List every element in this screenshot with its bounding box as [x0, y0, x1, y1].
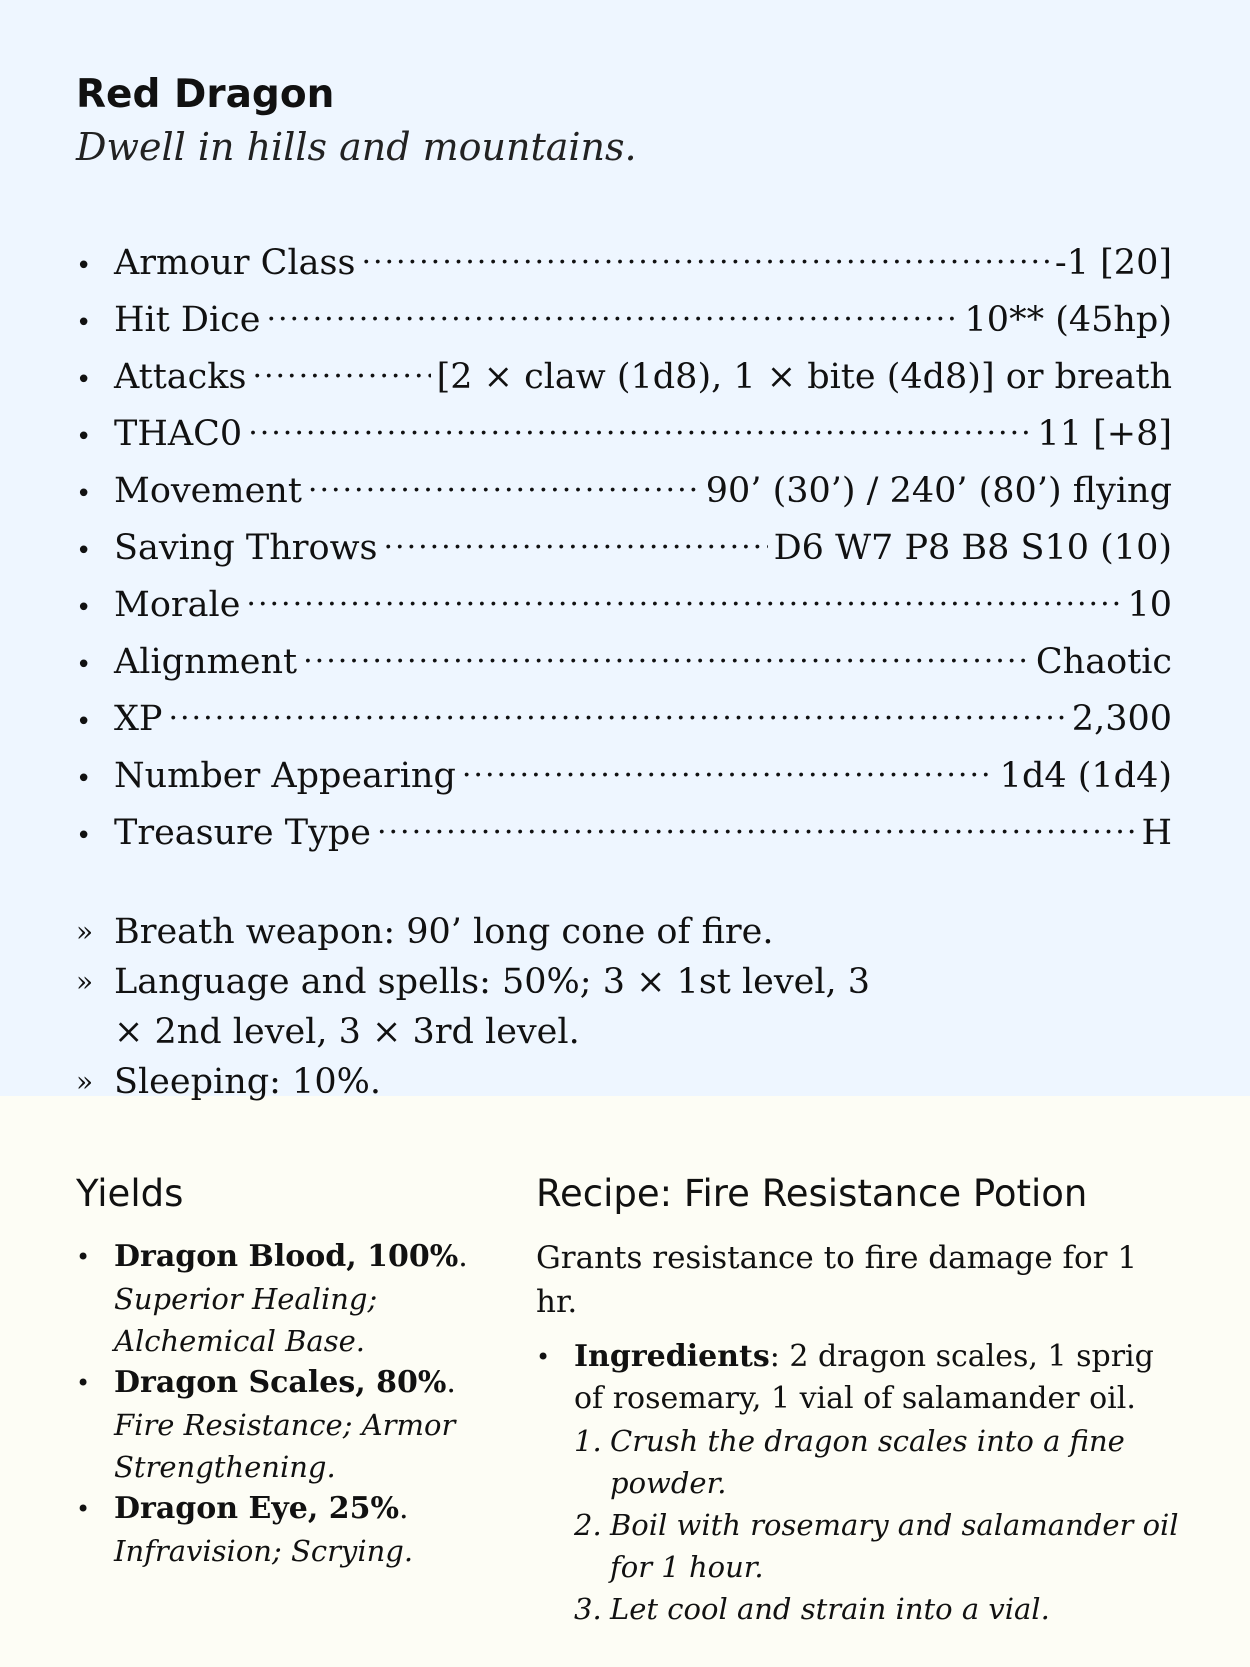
step-text: Let cool and strain into a vial. — [610, 1592, 1050, 1626]
recipe-column — [536, 1166, 1180, 1630]
monster-name: Red Dragon — [76, 72, 335, 117]
abilities-list — [76, 907, 1172, 1107]
harvest-section — [0, 1096, 1250, 1630]
yield-name: Dragon Scales, 80% — [114, 1365, 447, 1400]
stat-value: -1 [20] — [1054, 243, 1172, 283]
bullet-icon: • — [76, 479, 92, 509]
ingredients-text: 2 dragon scales, 1 sprig of rosemary, 1 vial of salamander oil. — [574, 1339, 1154, 1416]
yield-item: • Dragon Eye, 25%. Infravision; Scrying. — [76, 1488, 536, 1572]
bullet-icon: • — [76, 1369, 91, 1397]
yield-item: • Dragon Scales, 80%. Fire Resistance; Armor Strengthening. — [76, 1362, 536, 1488]
ability-text: Language and spells: 50%; 3 × 1st level, 3 × 2nd level, 3 × 3rd level. — [114, 962, 871, 1052]
yields-heading: Yields — [76, 1172, 184, 1215]
bullet-icon: • — [76, 308, 92, 338]
stats-list — [76, 234, 1172, 861]
step-text: Crush the dragon scales into a fine powder. — [610, 1424, 1125, 1500]
stat-label: Number Appearing — [114, 756, 456, 796]
stat-row — [76, 633, 1172, 690]
yield-uses: Superior Healing; Alchemical Base. — [114, 1282, 378, 1358]
stat-row — [76, 519, 1172, 576]
bullet-icon: • — [76, 1243, 91, 1271]
bullet-icon: • — [76, 650, 92, 680]
yield-uses: Fire Resistance; Armor Strengthening. — [114, 1408, 456, 1484]
recipe-heading: Recipe: Fire Resistance Potion — [536, 1172, 1088, 1215]
stat-row — [76, 690, 1172, 747]
ability-text: Sleeping: 10%. — [114, 1062, 381, 1102]
stat-label: Morale — [114, 585, 241, 625]
stat-row — [76, 747, 1172, 804]
guillemet-icon: » — [76, 1065, 94, 1098]
yield-item: • Dragon Blood, 100%. Superior Healing; Alchemical Base. — [76, 1236, 536, 1362]
monster-description: Dwell in hills and mountains. — [76, 125, 637, 169]
stat-row — [76, 576, 1172, 633]
bullet-icon: • — [536, 1343, 551, 1371]
stat-label: XP — [114, 699, 163, 739]
stat-row — [76, 804, 1172, 861]
recipe-step: 2. Boil with rosemary and salamander oil for 1 hour. — [574, 1504, 1180, 1588]
stat-row — [76, 291, 1172, 348]
ability-item — [76, 907, 1172, 957]
step-text: Boil with rosemary and salamander oil for 1 hour. — [610, 1508, 1179, 1584]
guillemet-icon: » — [76, 965, 94, 998]
stat-row — [76, 348, 1172, 405]
stat-label: Hit Dice — [114, 300, 261, 340]
stat-value: Chaotic — [1035, 642, 1172, 682]
recipe-steps — [574, 1420, 1180, 1630]
yields-list — [76, 1236, 536, 1572]
stat-label: THAC0 — [114, 414, 243, 454]
ability-item — [76, 1057, 1172, 1107]
ingredients-item: • Ingredients: 2 dragon scales, 1 sprig of rosemary, 1 vial of salamander oil. — [536, 1336, 1180, 1420]
stat-value: 11 [+8] — [1037, 414, 1172, 454]
stat-label: Movement — [114, 471, 302, 511]
bullet-icon: • — [76, 707, 92, 737]
ingredients-label: Ingredients — [574, 1339, 770, 1374]
stat-label: Alignment — [114, 642, 298, 682]
bullet-icon: • — [76, 593, 92, 623]
bullet-icon: • — [76, 251, 92, 281]
yield-name: Dragon Eye, 25% — [114, 1491, 400, 1526]
yield-name: Dragon Blood, 100% — [114, 1239, 459, 1274]
stat-row — [76, 462, 1172, 519]
bullet-icon: • — [76, 422, 92, 452]
yield-uses: Infravision; Scrying. — [114, 1534, 414, 1568]
stat-value: 10** (45hp) — [964, 300, 1172, 340]
guillemet-icon: » — [76, 915, 94, 948]
stat-label: Attacks — [114, 357, 247, 397]
stat-row — [76, 234, 1172, 291]
stat-value: 2,300 — [1071, 699, 1172, 739]
bullet-icon: • — [76, 536, 92, 566]
stat-value: 90’ (30’) / 240’ (80’) flying — [705, 471, 1172, 511]
stat-value: 1d4 (1d4) — [999, 756, 1172, 796]
stat-value: [2 × claw (1d8), 1 × bite (4d8)] or breath — [436, 357, 1172, 397]
yields-column — [76, 1166, 536, 1630]
bullet-icon: • — [76, 365, 92, 395]
stat-value: D6 W7 P8 B8 S10 (10) — [773, 528, 1172, 568]
recipe-step: 1. Crush the dragon scales into a fine powder. — [574, 1420, 1180, 1504]
ability-text: Breath weapon: 90’ long cone of fire. — [114, 912, 774, 952]
stat-label: Saving Throws — [114, 528, 378, 568]
stat-label: Treasure Type — [114, 813, 371, 853]
bullet-icon: • — [76, 764, 92, 794]
stat-label: Armour Class — [114, 243, 356, 283]
bullet-icon: • — [76, 821, 92, 851]
bullet-icon: • — [76, 1495, 91, 1523]
recipe-description: Grants resistance to fire damage for 1 hr. — [536, 1240, 1138, 1320]
stat-value: 10 — [1127, 585, 1172, 625]
recipe-step: 3. Let cool and strain into a vial. — [574, 1588, 1180, 1630]
stat-value: H — [1141, 813, 1172, 853]
ability-item — [76, 957, 1172, 1057]
stat-row — [76, 405, 1172, 462]
